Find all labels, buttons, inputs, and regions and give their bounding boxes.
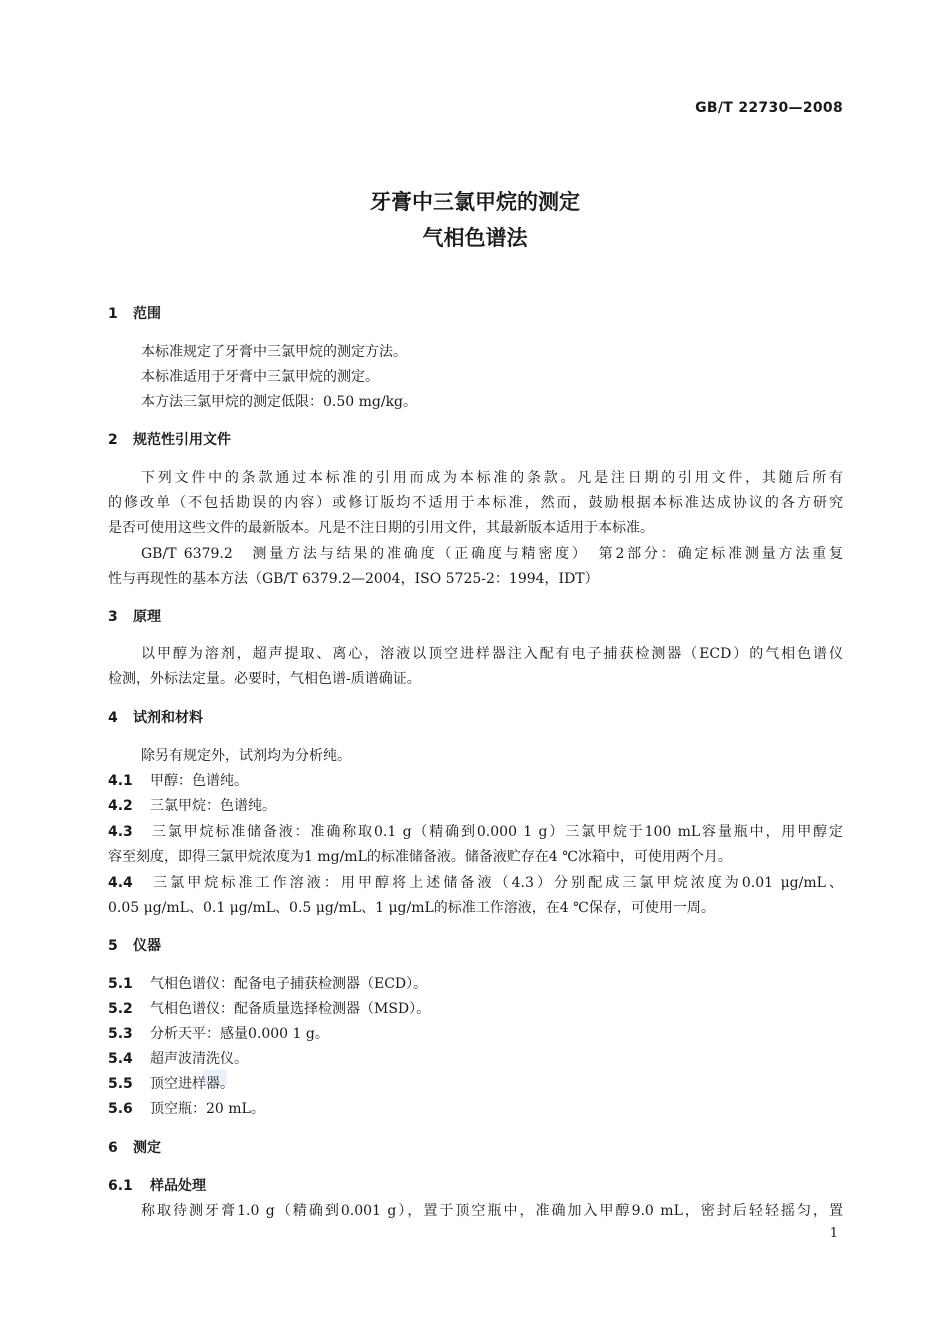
clause-4-3 (108, 821, 843, 841)
section-title: 测定 (133, 1140, 161, 1156)
section-heading-scope (108, 303, 161, 323)
paragraph-line: 称取待测牙膏1.0 g（精确到0.001 g），置于顶空瓶中，准确加入甲醇9.0 mL，密封后轻轻摇匀，置 (141, 1203, 843, 1219)
reference-line: 性与再现性的基本方法（GB/T 6379.2—2004，ISO 5725-2：1994，IDT） (108, 571, 599, 587)
document-subtitle: 气相色谱法 (422, 226, 528, 250)
section-heading-reagents (108, 707, 203, 727)
document-title: 牙膏中三氯甲烷的测定 (370, 190, 580, 214)
section-heading-references (108, 429, 231, 449)
clause-continuation: 容至刻度，即得三氯甲烷浓度为1 mg/mL的标准储备液。储备液贮存在4 ℃冰箱中，可使用两个月。 (108, 849, 732, 865)
clause-number: 5.4 (108, 1051, 133, 1067)
clause-4-2 (108, 795, 276, 815)
subsection-heading-sample-treatment (108, 1175, 206, 1195)
clause-number: 5.6 (108, 1101, 133, 1117)
clause-text: 分析天平：感量0.000 1 g。 (150, 1026, 329, 1042)
reference-line: GB/T 6379.2 测量方法与结果的准确度（正确度与精密度） 第2部分：确定标准测量方法重复 (141, 546, 843, 562)
clause-number: 4.1 (108, 773, 133, 789)
clause-text: 超声波清洗仪。 (150, 1051, 248, 1067)
paragraph: 本标准适用于牙膏中三氯甲烷的测定。 (141, 369, 379, 385)
paragraph-line: 的修改单（不包括勘误的内容）或修订版均不适用于本标准，然而，鼓励根据本标准达成协议的各方研究 (108, 495, 843, 511)
clause-number: 4.2 (108, 798, 133, 814)
standard-number: GB/T 22730—2008 (695, 100, 843, 116)
page-number: 1 (829, 1226, 838, 1241)
clause-5-2 (108, 998, 430, 1018)
clause-text: 气相色谱仪：配备质量选择检测器（MSD）。 (150, 1001, 431, 1017)
clause-4-1 (108, 770, 248, 790)
subsection-title: 样品处理 (150, 1178, 206, 1194)
section-number: 3 (108, 609, 118, 625)
section-heading-determination (108, 1137, 161, 1157)
clause-5-6 (108, 1098, 265, 1118)
section-title: 原理 (133, 609, 161, 625)
clause-number: 5.5 (108, 1076, 133, 1092)
clause-5-3 (108, 1023, 329, 1043)
paragraph: 本方法三氯甲烷的测定低限：0.50 mg/kg。 (141, 394, 418, 410)
clause-4-4 (108, 872, 843, 892)
clause-number: 5.3 (108, 1026, 133, 1042)
section-title: 规范性引用文件 (133, 432, 231, 448)
clause-text: 顶空瓶：20 mL。 (150, 1101, 265, 1117)
clause-text: 三氯甲烷标准工作溶液：用甲醇将上述储备液（4.3）分别配成三氯甲烷浓度为0.01 μg/mL、 (150, 875, 843, 891)
paragraph-line: 是否可使用这些文件的最新版本。凡是不注日期的引用文件，其最新版本适用于本标准。 (108, 520, 654, 536)
clause-text: 三氯甲烷标准储备液：准确称取0.1 g（精确到0.000 1 g）三氯甲烷于100 mL容量瓶中，用甲醇定 (150, 824, 843, 840)
clause-text: 三氯甲烷：色谱纯。 (150, 798, 276, 814)
subsection-number: 6.1 (108, 1178, 133, 1194)
section-heading-principle (108, 606, 161, 626)
section-number: 1 (108, 306, 118, 322)
section-heading-apparatus (108, 935, 161, 955)
clause-number: 5.2 (108, 1001, 133, 1017)
section-number: 5 (108, 938, 118, 954)
clause-text: 气相色谱仪：配备电子捕获检测器（ECD）。 (150, 976, 428, 992)
clause-continuation: 0.05 μg/mL、0.1 μg/mL、0.5 μg/mL、1 μg/mL的标准工作溶液，在4 ℃保存，可使用一周。 (108, 900, 715, 916)
section-title: 范围 (133, 306, 161, 322)
clause-5-1 (108, 973, 427, 993)
clause-number: 4.4 (108, 875, 133, 891)
clause-5-5 (108, 1073, 234, 1093)
section-number: 2 (108, 432, 118, 448)
section-title: 仪器 (133, 938, 161, 954)
clause-5-4 (108, 1048, 248, 1068)
clause-text: 顶空进样器。 (150, 1076, 234, 1092)
section-title: 试剂和材料 (133, 710, 203, 726)
section-number: 4 (108, 710, 118, 726)
clause-text: 甲醇：色谱纯。 (150, 773, 248, 789)
paragraph: 本标准规定了牙膏中三氯甲烷的测定方法。 (141, 344, 407, 360)
paragraph-line: 检测，外标法定量。必要时，气相色谱-质谱确证。 (108, 671, 421, 687)
paragraph-line: 下列文件中的条款通过本标准的引用而成为本标准的条款。凡是注日期的引用文件，其随后所有 (141, 470, 843, 486)
clause-number: 5.1 (108, 976, 133, 992)
section-number: 6 (108, 1140, 118, 1156)
paragraph-line: 以甲醇为溶剂，超声提取、离心，溶液以顶空进样器注入配有电子捕获检测器（ECD）的气相色谱仪 (141, 646, 843, 662)
clause-number: 4.3 (108, 824, 133, 840)
paragraph: 除另有规定外，试剂均为分析纯。 (141, 748, 351, 764)
